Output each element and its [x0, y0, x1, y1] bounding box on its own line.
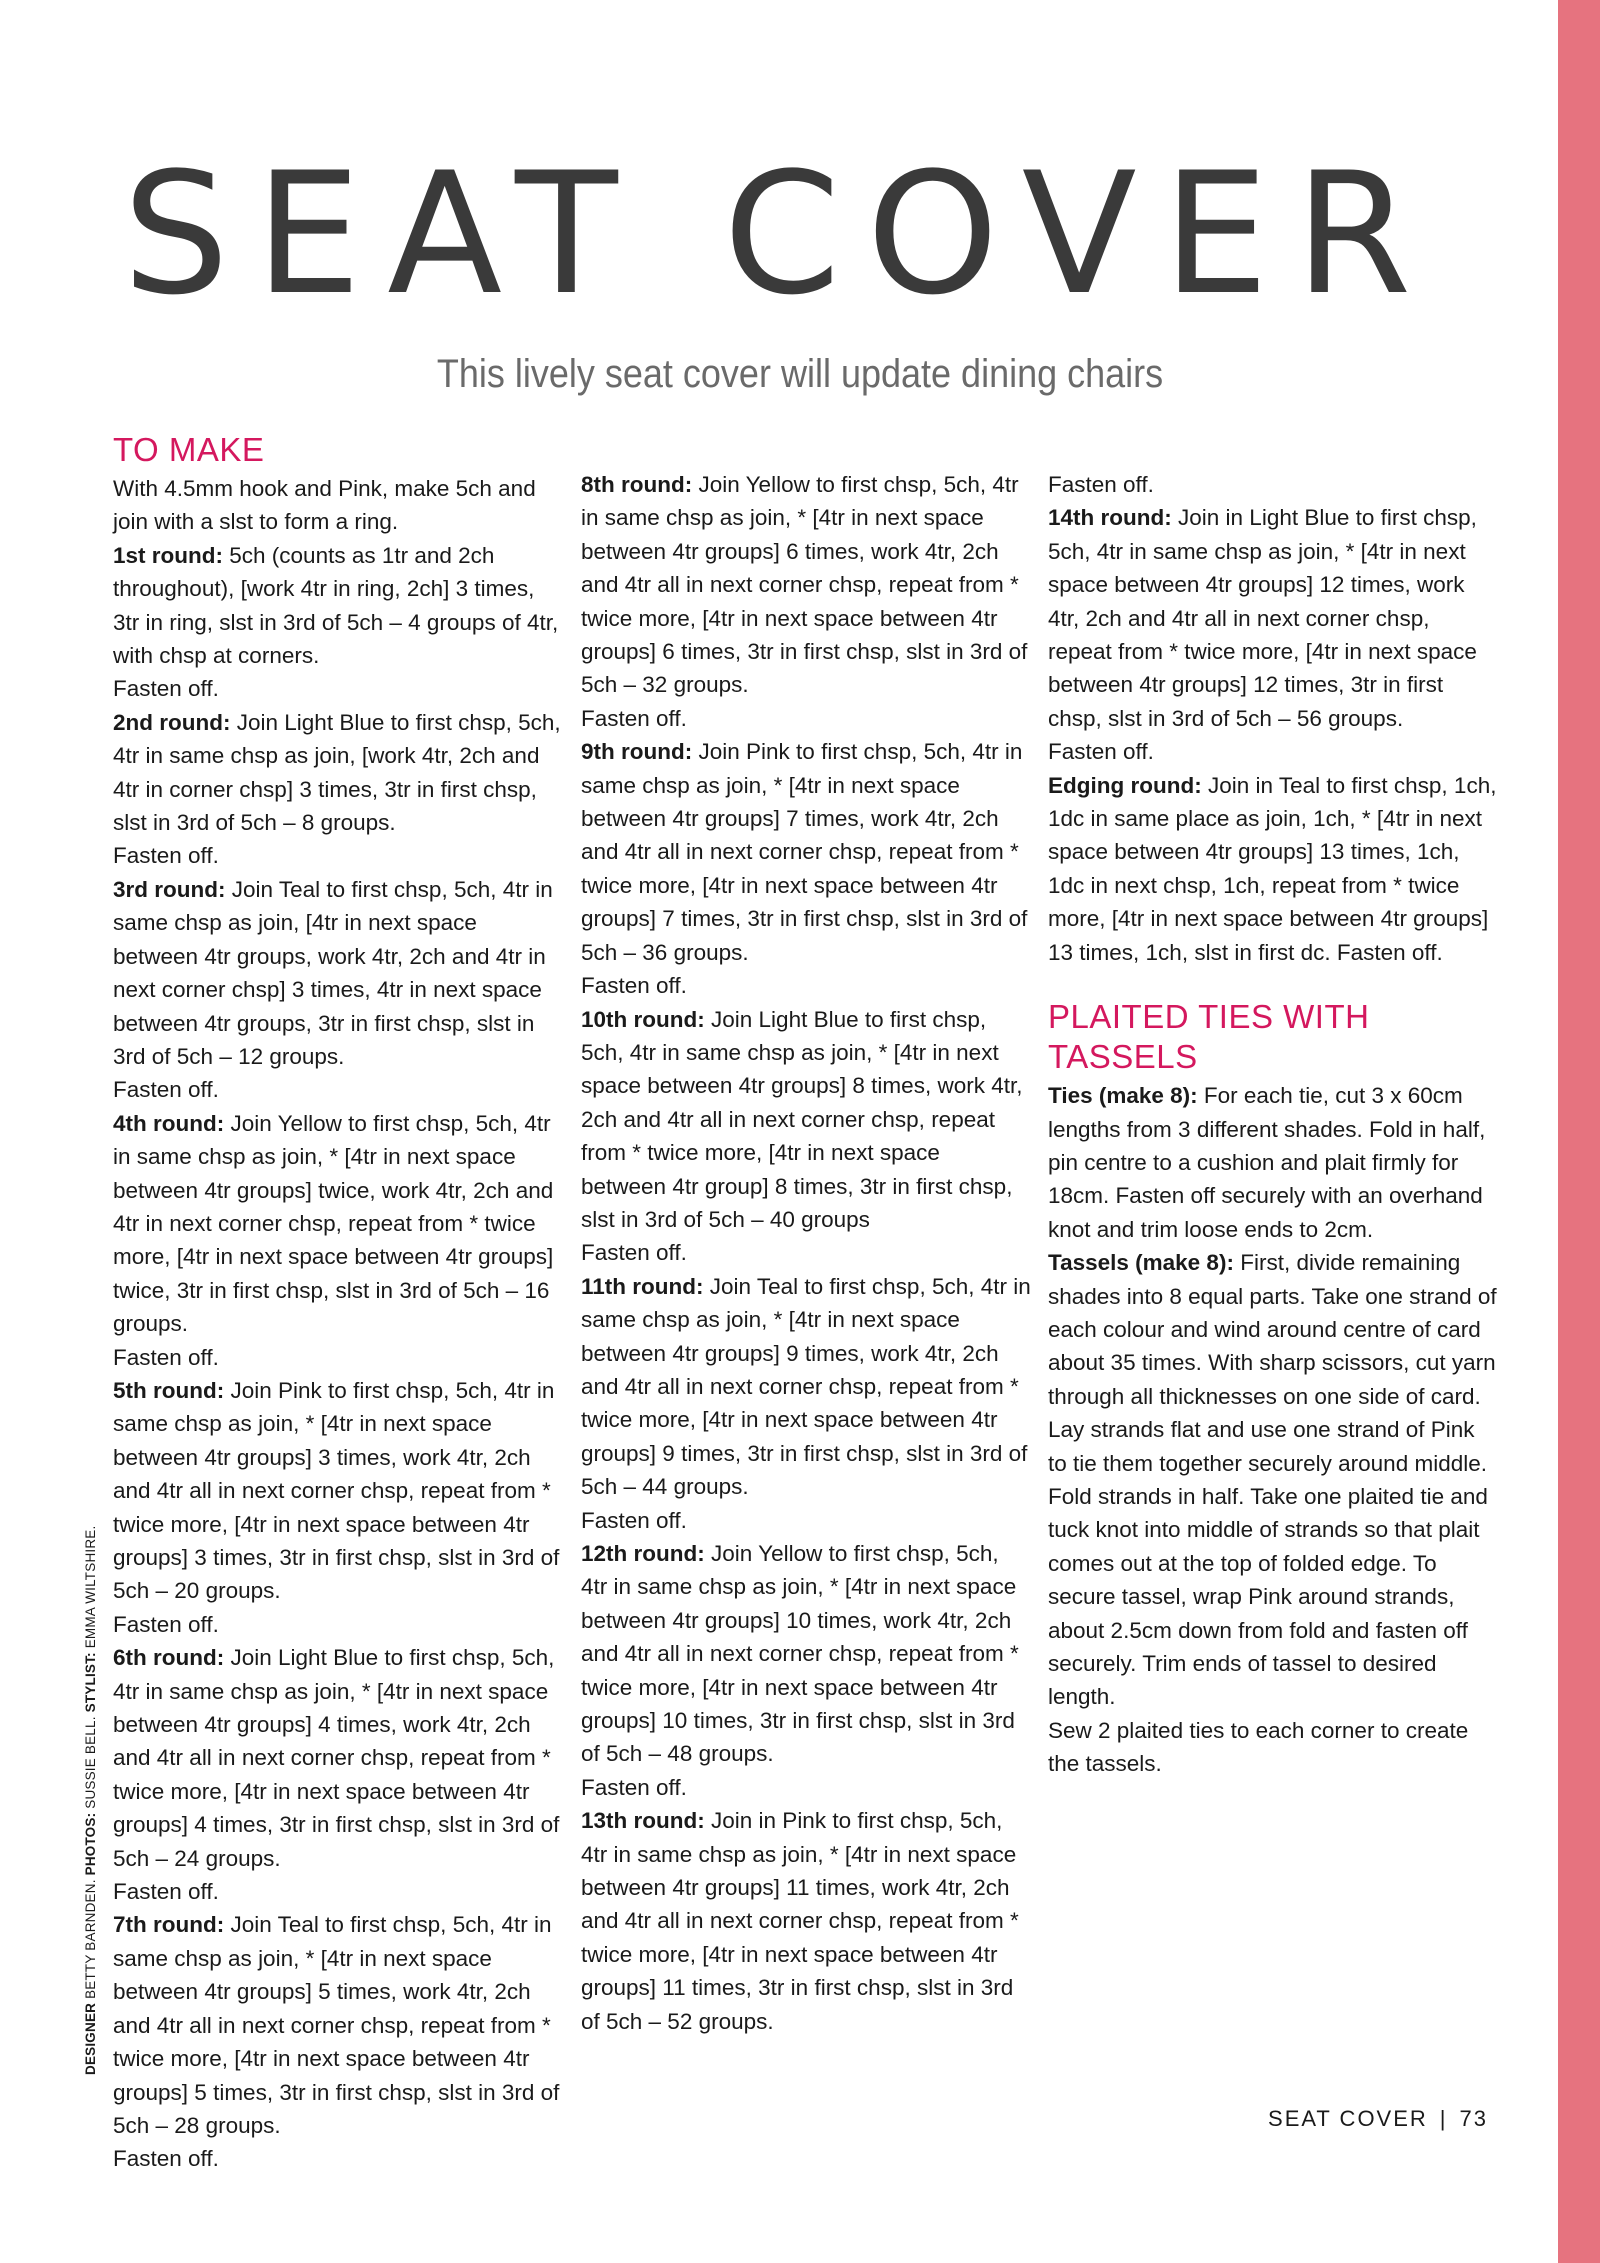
round-paragraph	[1048, 501, 1498, 735]
ties-text: For each tie, cut 3 x 60cm lengths from 3 different shades. Fold in half, pin centre to a cushion and plait firmly for 18cm. Fasten off securely with an overhand knot and trim loose ends to 2cm.	[1048, 1083, 1486, 1242]
fasten-off-text: Fasten off.	[1048, 739, 1154, 765]
round-text: Join in Light Blue to first chsp, 5ch, 4tr in same chsp as join, * [4tr in next space between 4tr groups] 12 times, work 4tr, 2ch and 4tr all in next corner chsp, repeat from * twice more, [4tr in next space between 4tr groups] 12 times, 3tr in first chsp, slst in 3rd of 5ch – 56 groups.	[1048, 505, 1477, 731]
round-paragraph	[113, 1641, 563, 1875]
page-title: SEAT COVER	[122, 136, 1438, 332]
fasten-off-text: Fasten off.	[113, 1077, 219, 1103]
fasten-off-text: Fasten off.	[581, 1774, 687, 1800]
round-label: 12th round:	[581, 1541, 705, 1566]
round-label: 1st round:	[113, 542, 223, 568]
round-text: Join Teal to first chsp, 5ch, 4tr in same chsp as join, * [4tr in next space between 4tr groups] 5 times, work 4tr, 2ch and 4tr all in next corner chsp, repeat from * twice more, [4tr in next space between 4tr groups] 5 times, 3tr in first chsp, slst in 3rd of 5ch – 28 groups.	[113, 1912, 560, 2138]
footer-separator: |	[1439, 2106, 1448, 2131]
round-label: 3rd round:	[113, 876, 226, 902]
round-paragraph	[581, 735, 1031, 969]
round-paragraph	[113, 1374, 563, 1608]
round-label: 14th round:	[1048, 505, 1172, 531]
column-2	[581, 468, 1031, 2038]
round-text: Join Light Blue to first chsp, 5ch, 4tr in same chsp as join, [work 4tr, 2ch and 4tr in corner chsp] 3 times, 3tr in first chsp, slst in 3rd of 5ch – 8 groups.	[113, 709, 561, 836]
fasten-off-text: Fasten off.	[113, 1879, 219, 1905]
round-paragraph	[581, 468, 1031, 702]
plaited-ties-heading: PLAITED TIES WITH TASSELS	[1048, 998, 1370, 1076]
round-text: Join Pink to first chsp, 5ch, 4tr in same chsp as join, * [4tr in next space between 4tr groups] 3 times, work 4tr, 2ch and 4tr all in next corner chsp, repeat from * twice more, [4tr in next space between 4tr groups] 3 times, 3tr in first chsp, slst in 3rd of 5ch – 20 groups.	[113, 1377, 560, 1604]
column-1	[113, 430, 563, 2176]
footer-section-title: SEAT COVER	[1268, 2106, 1428, 2131]
round-text: Join in Teal to first chsp, 1ch, 1dc in same place as join, 1ch, * [4tr in next space between 4tr groups] 13 times, 1ch, 1dc in next chsp, 1ch, repeat from * twice more, [4tr in next space between 4tr groups] 13 times, 1ch, slst in first dc. Fasten off.	[1048, 772, 1497, 965]
round-text: Join Yellow to first chsp, 5ch, 4tr in same chsp as join, * [4tr in next space between 4tr groups] twice, work 4tr, 2ch and 4tr in next corner chsp, repeat from * twice more, [4tr in next space between 4tr groups] twice, 3tr in first chsp, slst in 3rd of 5ch – 16 groups.	[113, 1110, 554, 1337]
round-label: Edging round:	[1048, 772, 1202, 798]
round-label: 5th round:	[113, 1377, 225, 1403]
page-subtitle: This lively seat cover will update dining chairs	[436, 352, 1164, 396]
round-text: Join Light Blue to first chsp, 5ch, 4tr in same chsp as join, * [4tr in next space between 4tr groups] 8 times, work 4tr, 2ch and 4tr all in next corner chsp, repeat from * twice more, [4tr in next space between 4tr group] 8 times, 3tr in first chsp, slst in 3rd of 5ch – 40 groups	[581, 1006, 1023, 1232]
stylist-label: STYLIST:	[83, 1652, 98, 1713]
round-label: 7th round:	[113, 1912, 225, 1938]
sew-paragraph: Sew 2 plaited ties to each corner to create the tassels.	[1048, 1717, 1469, 1777]
column-3	[1048, 468, 1498, 1781]
round-paragraph	[113, 1908, 563, 2142]
round-text: Join Teal to first chsp, 5ch, 4tr in same chsp as join, [4tr in next space between 4tr groups, work 4tr, 2ch and 4tr in next corner chsp] 3 times, 4tr in next space between 4tr groups, 3tr in first chsp, slst in 3rd of 5ch – 12 groups.	[113, 876, 553, 1069]
round-label: 6th round:	[113, 1645, 225, 1671]
round-label: 4th round:	[113, 1110, 225, 1136]
ties-paragraph	[1048, 1079, 1498, 1246]
fasten-off-text: Fasten off.	[581, 1507, 687, 1533]
tassels-text: First, divide remaining shades into 8 equal parts. Take one strand of each colour and wind around centre of card about 35 times. With sharp scissors, cut yarn through all thicknesses on one side of card. Lay strands flat and use one strand of Pink to tie them together securely around middle.	[1048, 1250, 1497, 1476]
round-paragraph	[581, 1804, 1031, 2038]
to-make-heading: TO MAKE	[113, 431, 265, 468]
tassels-label: Tassels (make 8):	[1048, 1250, 1234, 1276]
designer-label: DESIGNER	[83, 2002, 98, 2075]
tassels-paragraph	[1048, 1246, 1498, 1480]
round-label: 11th round:	[581, 1273, 704, 1299]
fold-paragraph: Fold strands in half. Take one plaited tie and tuck knot into middle of strands so that plait comes out at the top of folded edge. To secure tassel, wrap Pink around strands, about 2.5cm down from fold and fasten off securely. Trim ends of tassel to desired length.	[1048, 1483, 1488, 1710]
photos-name: SUSSIE BELL.	[83, 1716, 98, 1809]
round-label: 8th round:	[581, 472, 693, 497]
fasten-off-text: Fasten off.	[1048, 472, 1154, 497]
page-footer	[1268, 2106, 1488, 2132]
intro-paragraph: With 4.5mm hook and Pink, make 5ch and join with a slst to form a ring.	[113, 476, 536, 535]
round-text: Join Yellow to first chsp, 5ch, 4tr in same chsp as join, * [4tr in next space between 4tr groups] 10 times, work 4tr, 2ch and 4tr all in next corner chsp, repeat from * twice more, [4tr in next space between 4tr groups] 10 times, 3tr in first chsp, slst in 3rd of 5ch – 48 groups.	[581, 1541, 1019, 1767]
round-text: 5ch (counts as 1tr and 2ch throughout), [work 4tr in ring, 2ch] 3 times, 3tr in ring, slst in 3rd of 5ch – 4 groups of 4tr, with chsp at corners.	[113, 542, 559, 669]
round-paragraph	[113, 1107, 563, 1341]
round-paragraph	[1048, 769, 1498, 969]
round-label: 10th round:	[581, 1006, 705, 1032]
fasten-off-text: Fasten off.	[581, 973, 687, 999]
round-paragraph	[113, 539, 563, 673]
round-paragraph	[581, 1537, 1031, 1771]
round-text: Join Light Blue to first chsp, 5ch, 4tr in same chsp as join, * [4tr in next space between 4tr groups] 4 times, work 4tr, 2ch and 4tr all in next corner chsp, repeat from * twice more, [4tr in next space between 4tr groups] 4 times, 3tr in first chsp, slst in 3rd of 5ch – 24 groups.	[113, 1645, 560, 1871]
fasten-off-text: Fasten off.	[113, 1344, 219, 1370]
photo-credits	[83, 1526, 98, 2075]
round-label: 9th round:	[581, 739, 693, 765]
ties-label: Ties (make 8):	[1048, 1083, 1198, 1109]
fasten-off-text: Fasten off.	[581, 1240, 687, 1266]
fasten-off-text: Fasten off.	[581, 705, 687, 731]
round-label: 2nd round:	[113, 709, 231, 735]
round-text: Join Teal to first chsp, 5ch, 4tr in same chsp as join, * [4tr in next space between 4tr groups] 9 times, work 4tr, 2ch and 4tr all in next corner chsp, repeat from * twice more, [4tr in next space between 4tr groups] 9 times, 3tr in first chsp, slst in 3rd of 5ch – 44 groups.	[581, 1273, 1031, 1500]
round-text: Join Yellow to first chsp, 5ch, 4tr in same chsp as join, * [4tr in next space between 4tr groups] 6 times, work 4tr, 2ch and 4tr all in next corner chsp, repeat from * twice more, [4tr in next space between 4tr groups] 6 times, 3tr in first chsp, slst in 3rd of 5ch – 32 groups.	[581, 472, 1028, 698]
fasten-off-text: Fasten off.	[113, 1611, 219, 1637]
fasten-off-text: Fasten off.	[113, 2146, 219, 2172]
round-paragraph	[113, 706, 563, 840]
round-text: Join Pink to first chsp, 5ch, 4tr in same chsp as join, * [4tr in next space between 4tr groups] 7 times, work 4tr, 2ch and 4tr all in next corner chsp, repeat from * twice more, [4tr in next space between 4tr groups] 7 times, 3tr in first chsp, slst in 3rd of 5ch – 36 groups.	[581, 739, 1028, 965]
round-label: 13th round:	[581, 1808, 705, 1834]
stylist-name: EMMA WILTSHIRE.	[83, 1525, 98, 1649]
round-paragraph	[581, 1003, 1031, 1237]
page-edge-color-bar	[1558, 0, 1600, 2263]
round-paragraph	[581, 1270, 1031, 1504]
fasten-off-text: Fasten off.	[113, 843, 219, 869]
photos-label: PHOTOS:	[83, 1812, 98, 1876]
fasten-off-text: Fasten off.	[113, 676, 219, 702]
round-paragraph	[113, 873, 563, 1073]
page-number: 73	[1459, 2106, 1488, 2131]
designer-name: BETTY BARNDEN.	[83, 1879, 98, 1999]
round-text: Join in Pink to first chsp, 5ch, 4tr in same chsp as join, * [4tr in next space between 4tr groups] 11 times, work 4tr, 2ch and 4tr all in next corner chsp, repeat from * twice more, [4tr in next space between 4tr groups] 11 times, 3tr in first chsp, slst in 3rd of 5ch – 52 groups.	[581, 1808, 1019, 2034]
